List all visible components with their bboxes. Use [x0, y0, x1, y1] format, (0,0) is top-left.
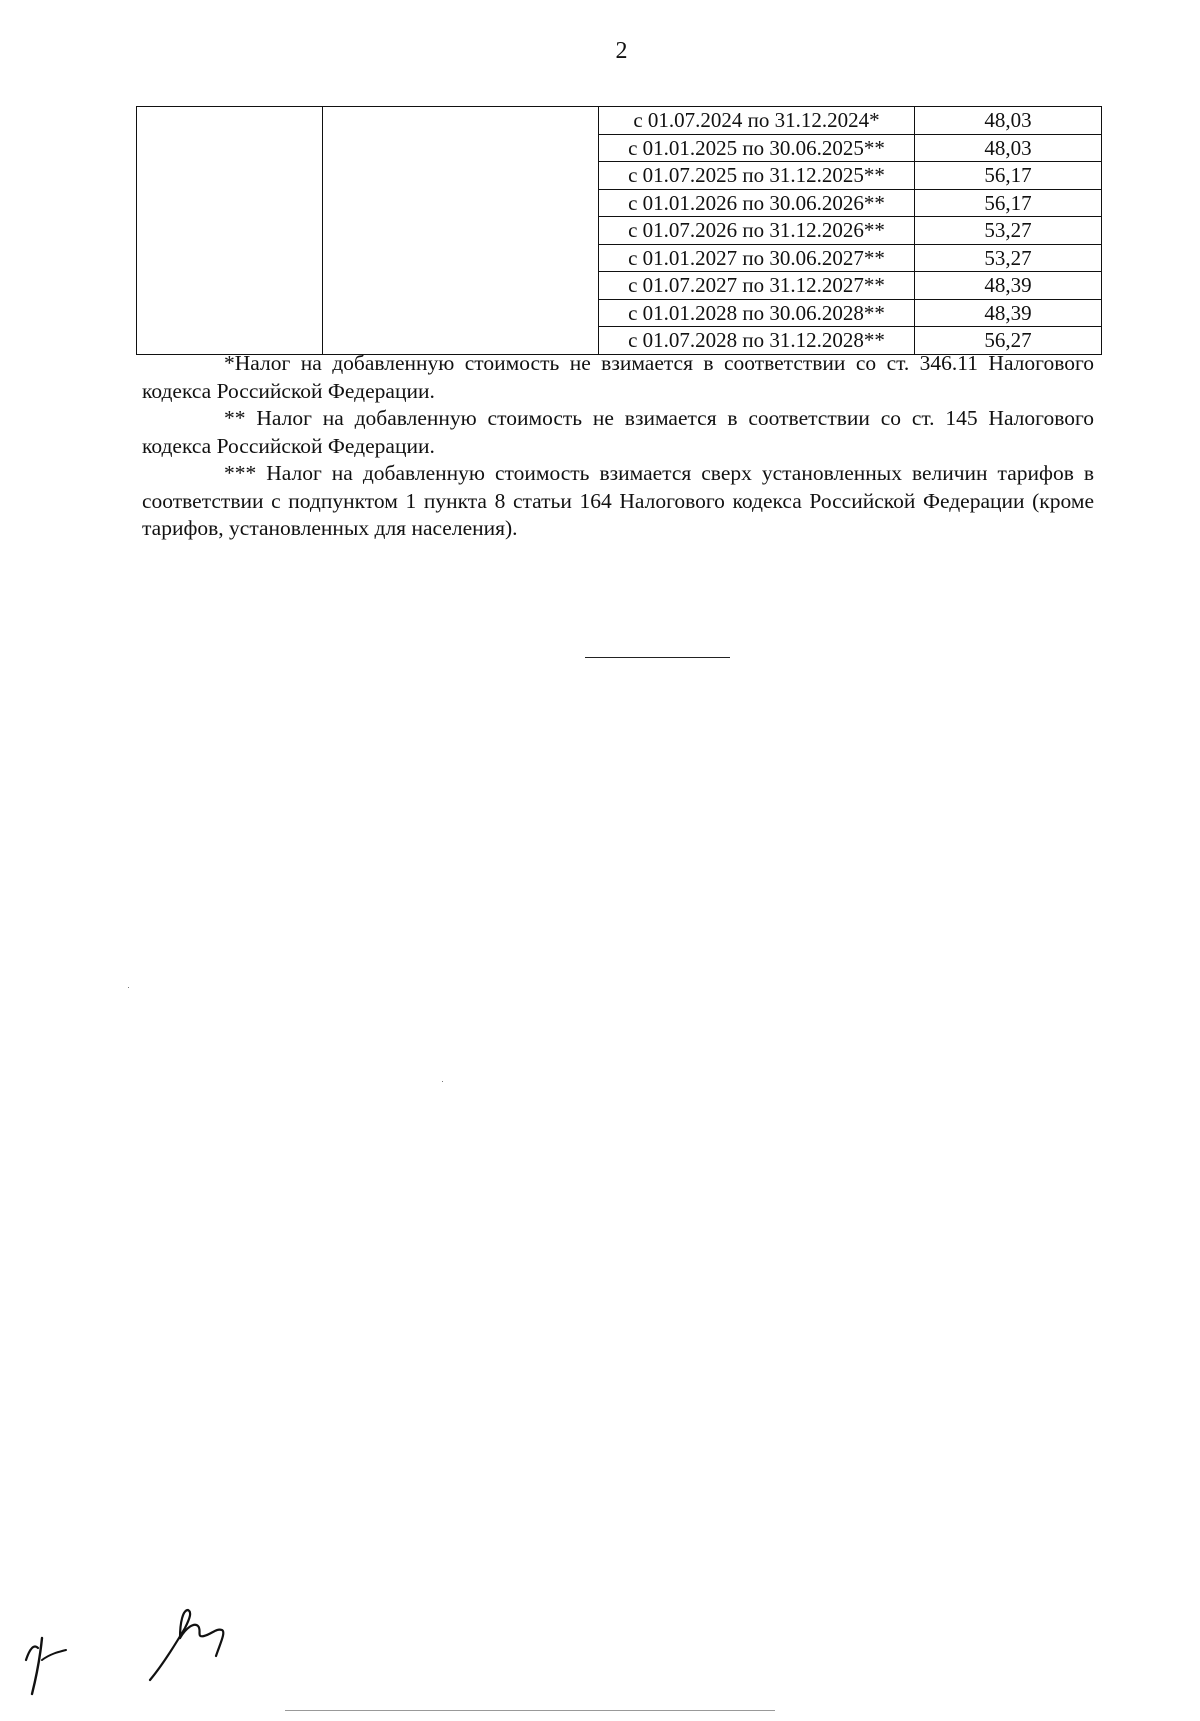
- value-cell: 48,03: [915, 107, 1102, 135]
- empty-cell-1: [137, 107, 323, 355]
- value-cell: 53,27: [915, 217, 1102, 245]
- scan-speck: [442, 1081, 443, 1082]
- period-cell: с 01.01.2025 по 30.06.2025**: [599, 134, 915, 162]
- period-cell: с 01.07.2028 по 31.12.2028**: [599, 327, 915, 355]
- period-cell: с 01.01.2026 по 30.06.2026**: [599, 189, 915, 217]
- footnote-vat-164: *** Налог на добавленную стоимость взимается сверх установленных величин тарифов в соответствии с подпунктом 1 пункта 8 статьи 164 Налогового кодекса Российской Федерации (кроме тарифов, установленных для населения).: [142, 461, 1094, 540]
- period-cell: с 01.01.2028 по 30.06.2028**: [599, 299, 915, 327]
- scan-speck: [128, 987, 129, 988]
- end-of-text-rule: [585, 657, 730, 658]
- footnote-vat-346: *Налог на добавленную стоимость не взимается в соответствии со ст. 346.11 Налогового кодекса Российской Федерации.: [142, 351, 1094, 403]
- period-cell: с 01.07.2025 по 31.12.2025**: [599, 162, 915, 190]
- value-cell: 56,17: [915, 189, 1102, 217]
- period-cell: с 01.07.2024 по 31.12.2024*: [599, 107, 915, 135]
- footnote-vat-145: ** Налог на добавленную стоимость не взимается в соответствии со ст. 145 Налогового кодекса Российской Федерации.: [142, 406, 1094, 458]
- table-row: [137, 107, 1102, 135]
- value-cell: 48,03: [915, 134, 1102, 162]
- page-number: 2: [615, 38, 628, 64]
- period-cell: с 01.01.2027 по 30.06.2027**: [599, 244, 915, 272]
- value-cell: 53,27: [915, 244, 1102, 272]
- period-cell: с 01.07.2026 по 31.12.2026**: [599, 217, 915, 245]
- value-cell: 56,17: [915, 162, 1102, 190]
- tariff-table: [136, 106, 1102, 355]
- period-cell: с 01.07.2027 по 31.12.2027**: [599, 272, 915, 300]
- value-cell: 48,39: [915, 299, 1102, 327]
- bottom-rule: [285, 1710, 775, 1711]
- value-cell: 56,27: [915, 327, 1102, 355]
- handwritten-initials: [20, 1588, 240, 1698]
- footnotes: [142, 350, 1094, 543]
- empty-cell-2: [323, 107, 599, 355]
- value-cell: 48,39: [915, 272, 1102, 300]
